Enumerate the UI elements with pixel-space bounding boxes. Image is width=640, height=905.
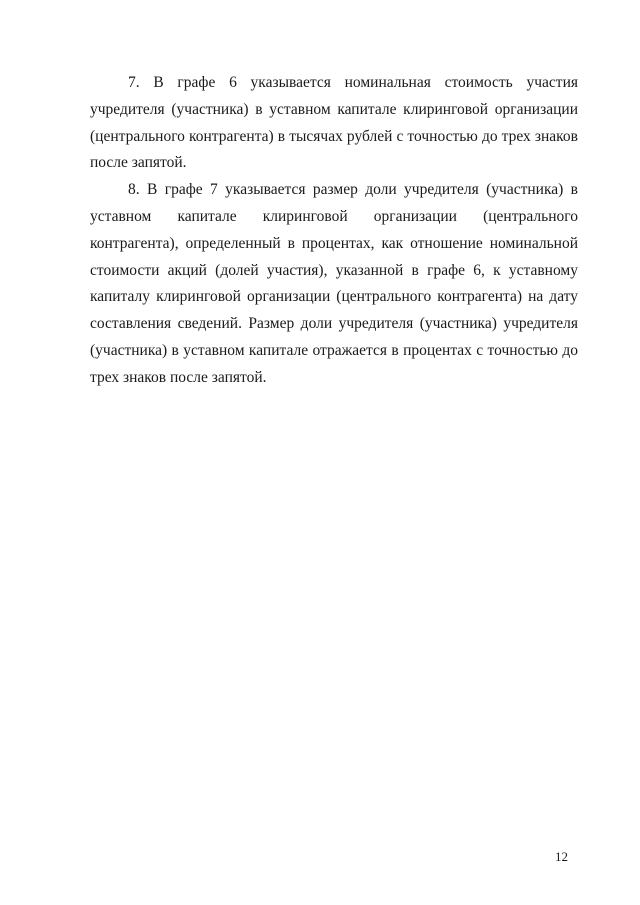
body-text [90,70,578,392]
paragraph-7: 7. В графе 6 указывается номинальная стоимость участия учредителя (участника) в уставном капитале клиринговой организации (центрального контрагента) в тысячах рублей с точностью до трех знаков после запятой. [90,74,578,172]
paragraph-8: 8. В графе 7 указывается размер доли учредителя (участника) в уставном капитале клиринговой организации (центрального контрагента), определенный в процентах, как отношение номинальной стоимости акций (долей участия), указанной в графе 6, к уставному капиталу клиринговой организации (центрального контрагента) на дату составления сведений. Размер доли учредителя (участника) учредителя (участника) в уставном капитале отражается в процентах с точностью до трех знаков после запятой. [90,181,578,386]
page-number: 12 [555,849,568,864]
